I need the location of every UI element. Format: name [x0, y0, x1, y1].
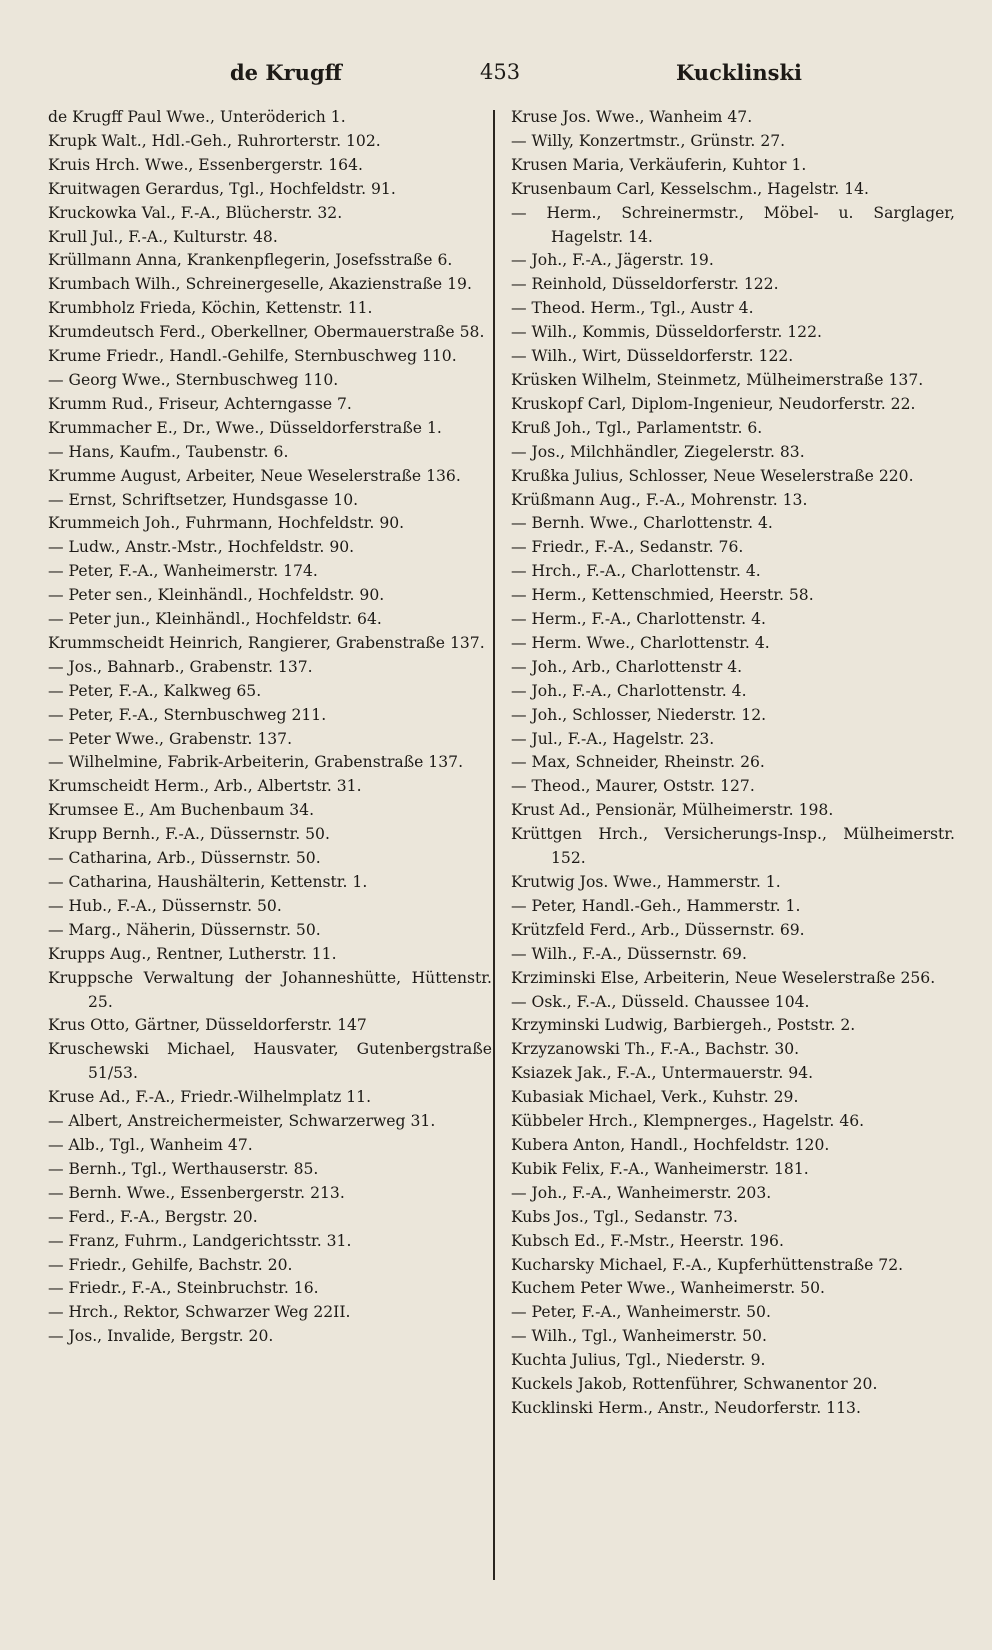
directory-entry: — Joh., F.-A., Wanheimerstr. 203.: [511, 1183, 772, 1202]
directory-entry: — Hrch., Rektor, Schwarzer Weg 22II.: [48, 1303, 351, 1322]
directory-entry: — Ernst, Schriftsetzer, Hundsgasse 10.: [48, 490, 359, 509]
directory-entry: Kruschewski Michael, Hausvater, Gutenbergstraße 51/53.: [48, 1040, 492, 1083]
directory-entry: de Krugff Paul Wwe., Unteröderich 1.: [48, 108, 346, 126]
directory-entry: Krumscheidt Herm., Arb., Albertstr. 31.: [48, 777, 362, 796]
directory-entry: Krull Jul., F.-A., Kulturstr. 48.: [48, 227, 278, 246]
directory-entry: — Theod. Herm., Tgl., Austr 4.: [511, 299, 754, 318]
directory-entry: — Franz, Fuhrm., Landgerichtsstr. 31.: [48, 1231, 352, 1250]
directory-entry: — Wilh., F.-A., Düssernstr. 69.: [511, 944, 747, 963]
directory-entry: Krumm Rud., Friseur, Achterngasse 7.: [48, 394, 352, 413]
directory-entry: — Osk., F.-A., Düsseld. Chaussee 104.: [511, 992, 810, 1011]
directory-entry: — Ferd., F.-A., Bergstr. 20.: [48, 1207, 258, 1226]
directory-entry: — Joh., Arb., Charlottenstr 4.: [511, 657, 743, 676]
directory-entry: — Peter, F.-A., Sternbuschweg 211.: [48, 705, 327, 724]
directory-entry: — Georg Wwe., Sternbuschweg 110.: [48, 370, 339, 389]
directory-entry: Krummeich Joh., Fuhrmann, Hochfeldstr. 90.: [48, 514, 405, 533]
page-header: [40, 60, 952, 96]
directory-entry: — Friedr., Gehilfe, Bachstr. 20.: [48, 1255, 293, 1274]
directory-entry: Krüttgen Hrch., Versicherungs-Insp., Mülheimerstr. 152.: [511, 825, 955, 868]
directory-entry: — Willy, Konzertmstr., Grünstr. 27.: [511, 131, 786, 150]
directory-entry: — Max, Schneider, Rheinstr. 26.: [511, 753, 765, 772]
directory-entry: — Herm., Schreinermstr., Möbel- u. Sarglager, Hagelstr. 14.: [511, 203, 955, 246]
directory-entry: — Wilh., Tgl., Wanheimerstr. 50.: [511, 1327, 767, 1346]
directory-entry: Krume Friedr., Handl.-Gehilfe, Sternbuschweg 110.: [48, 347, 457, 366]
directory-entry: — Friedr., F.-A., Sedanstr. 76.: [511, 538, 744, 557]
directory-entry: Kruse Jos. Wwe., Wanheim 47.: [511, 108, 753, 126]
directory-entry: Krusenbaum Carl, Kesselschm., Hagelstr. 14.: [511, 179, 870, 198]
directory-entry: — Joh., F.-A., Jägerstr. 19.: [511, 251, 714, 270]
directory-entry: Kubasiak Michael, Verk., Kuhstr. 29.: [511, 1088, 799, 1107]
directory-entry: — Herm., F.-A., Charlottenstr. 4.: [511, 610, 766, 629]
directory-entry: — Peter, Handl.-Geh., Hammerstr. 1.: [511, 896, 801, 915]
directory-entry: — Peter, F.-A., Wanheimerstr. 174.: [48, 562, 318, 581]
directory-entry: Kruse Ad., F.-A., Friedr.-Wilhelmplatz 11.: [48, 1088, 372, 1107]
directory-entry: — Peter, F.-A., Kalkweg 65.: [48, 681, 262, 700]
directory-entry: Kucharsky Michael, F.-A., Kupferhüttenstraße 72.: [511, 1255, 904, 1274]
directory-entry: Krüsken Wilhelm, Steinmetz, Mülheimerstraße 137.: [511, 370, 924, 389]
directory-entry: Kruß Joh., Tgl., Parlamentstr. 6.: [511, 418, 763, 437]
directory-entry: — Hrch., F.-A., Charlottenstr. 4.: [511, 562, 761, 581]
directory-entry: Kruckowka Val., F.-A., Blücherstr. 32.: [48, 203, 343, 222]
directory-entry: — Peter, F.-A., Wanheimerstr. 50.: [511, 1303, 771, 1322]
directory-entry: Kruskopf Carl, Diplom-Ingenieur, Neudorferstr. 22.: [511, 394, 916, 413]
directory-entry: Krziminski Else, Arbeiterin, Neue Weselerstraße 256.: [511, 968, 936, 987]
directory-entry: — Peter jun., Kleinhändl., Hochfeldstr. 64.: [48, 610, 382, 629]
directory-entry: Krust Ad., Pensionär, Mülheimerstr. 198.: [511, 801, 834, 820]
directory-entry: — Peter Wwe., Grabenstr. 137.: [48, 729, 293, 748]
directory-entry: Krüßmann Aug., F.-A., Mohrenstr. 13.: [511, 490, 808, 509]
directory-entry: Krüllmann Anna, Krankenpflegerin, Josefsstraße 6.: [48, 251, 453, 270]
right-column: [511, 106, 955, 1421]
directory-entry: Krzyminski Ludwig, Barbiergeh., Poststr. 2.: [511, 1016, 856, 1035]
left-column: [48, 106, 492, 1349]
directory-entry: Ksiazek Jak., F.-A., Untermauerstr. 94.: [511, 1064, 814, 1083]
page-number: 453: [480, 60, 521, 84]
directory-entry: Kruppsche Verwaltung der Johanneshütte, Hüttenstr. 25.: [48, 968, 492, 1011]
directory-entry: Krumsee E., Am Buchenbaum 34.: [48, 801, 315, 820]
directory-entry: — Herm. Wwe., Charlottenstr. 4.: [511, 633, 770, 652]
directory-entry: Kucklinski Herm., Anstr., Neudorferstr. 113.: [511, 1398, 861, 1417]
directory-entry: — Wilhelmine, Fabrik-Arbeiterin, Grabenstraße 137.: [48, 753, 464, 772]
directory-entry: Kuchem Peter Wwe., Wanheimerstr. 50.: [511, 1279, 825, 1298]
directory-entry: Kruis Hrch. Wwe., Essenbergerstr. 164.: [48, 155, 363, 174]
directory-entry: Krus Otto, Gärtner, Düsseldorferstr. 147: [48, 1016, 367, 1035]
directory-entry: Krutwig Jos. Wwe., Hammerstr. 1.: [511, 873, 781, 891]
header-left-keyword: de Krugff: [230, 60, 342, 85]
directory-entry: — Alb., Tgl., Wanheim 47.: [48, 1135, 253, 1154]
directory-entry: — Joh., F.-A., Charlottenstr. 4.: [511, 681, 747, 700]
directory-entry: — Jos., Bahnarb., Grabenstr. 137.: [48, 657, 313, 676]
directory-entry: Krützfeld Ferd., Arb., Düssernstr. 69.: [511, 920, 805, 939]
directory-entry: — Friedr., F.-A., Steinbruchstr. 16.: [48, 1279, 319, 1298]
directory-entry: Kubsch Ed., F.-Mstr., Heerstr. 196.: [511, 1231, 784, 1250]
directory-entry: Kuchta Julius, Tgl., Niederstr. 9.: [511, 1351, 766, 1370]
directory-entry: Krumme August, Arbeiter, Neue Weselerstraße 136.: [48, 466, 461, 485]
header-right-keyword: Kucklinski: [676, 60, 802, 85]
directory-entry: Kruitwagen Gerardus, Tgl., Hochfeldstr. 91.: [48, 179, 396, 198]
directory-entry: Kubera Anton, Handl., Hochfeldstr. 120.: [511, 1135, 830, 1154]
directory-entry: — Hub., F.-A., Düssernstr. 50.: [48, 896, 282, 915]
directory-entry: Krusen Maria, Verkäuferin, Kuhtor 1.: [511, 155, 807, 174]
directory-entry: — Wilh., Kommis, Düsseldorferstr. 122.: [511, 323, 822, 342]
directory-entry: Krupps Aug., Rentner, Lutherstr. 11.: [48, 944, 337, 963]
directory-entry: — Bernh. Wwe., Charlottenstr. 4.: [511, 514, 773, 533]
directory-entry: — Reinhold, Düsseldorferstr. 122.: [511, 275, 779, 294]
directory-entry: Krußka Julius, Schlosser, Neue Weselerstraße 220.: [511, 466, 914, 485]
directory-entry: — Bernh. Wwe., Essenbergerstr. 213.: [48, 1183, 345, 1202]
directory-entry: — Wilh., Wirt, Düsseldorferstr. 122.: [511, 347, 794, 366]
directory-entry: Krumbach Wilh., Schreinergeselle, Akazienstraße 19.: [48, 275, 472, 294]
directory-entry: — Marg., Näherin, Düssernstr. 50.: [48, 920, 321, 939]
directory-entry: — Jos., Invalide, Bergstr. 20.: [48, 1327, 274, 1346]
directory-entry: — Bernh., Tgl., Werthauserstr. 85.: [48, 1159, 319, 1178]
directory-entry: Kübbeler Hrch., Klempnerges., Hagelstr. 46.: [511, 1112, 865, 1131]
directory-entry: — Albert, Anstreichermeister, Schwarzerweg 31.: [48, 1112, 436, 1131]
directory-entry: Krzyzanowski Th., F.-A., Bachstr. 30.: [511, 1040, 800, 1059]
directory-entry: Krummscheidt Heinrich, Rangierer, Grabenstraße 137.: [48, 633, 485, 652]
directory-entry: — Herm., Kettenschmied, Heerstr. 58.: [511, 586, 814, 605]
directory-entry: — Joh., Schlosser, Niederstr. 12.: [511, 705, 767, 724]
directory-entry: Krupk Walt., Hdl.-Geh., Ruhrorterstr. 102.: [48, 131, 381, 150]
directory-entry: — Peter sen., Kleinhändl., Hochfeldstr. 90.: [48, 586, 385, 605]
directory-entry: Krumdeutsch Ferd., Oberkellner, Obermauerstraße 58.: [48, 323, 485, 342]
directory-entry: Krummacher E., Dr., Wwe., Düsseldorferstraße 1.: [48, 418, 442, 437]
directory-entry: — Jos., Milchhändler, Ziegelerstr. 83.: [511, 442, 805, 461]
directory-entry: — Ludw., Anstr.-Mstr., Hochfeldstr. 90.: [48, 538, 355, 557]
directory-entry: Krumbholz Frieda, Köchin, Kettenstr. 11.: [48, 299, 373, 318]
directory-entry: — Hans, Kaufm., Taubenstr. 6.: [48, 442, 289, 461]
directory-entry: — Catharina, Haushälterin, Kettenstr. 1.: [48, 873, 368, 891]
directory-entry: — Catharina, Arb., Düssernstr. 50.: [48, 849, 321, 868]
directory-entry: Krupp Bernh., F.-A., Düssernstr. 50.: [48, 825, 330, 844]
column-divider: [493, 110, 495, 1580]
directory-entry: — Jul., F.-A., Hagelstr. 23.: [511, 729, 715, 748]
directory-entry: Kubs Jos., Tgl., Sedanstr. 73.: [511, 1207, 738, 1226]
directory-entry: Kubik Felix, F.-A., Wanheimerstr. 181.: [511, 1159, 809, 1178]
directory-entry: — Theod., Maurer, Oststr. 127.: [511, 777, 755, 796]
directory-entry: Kuckels Jakob, Rottenführer, Schwanentor 20.: [511, 1375, 878, 1394]
